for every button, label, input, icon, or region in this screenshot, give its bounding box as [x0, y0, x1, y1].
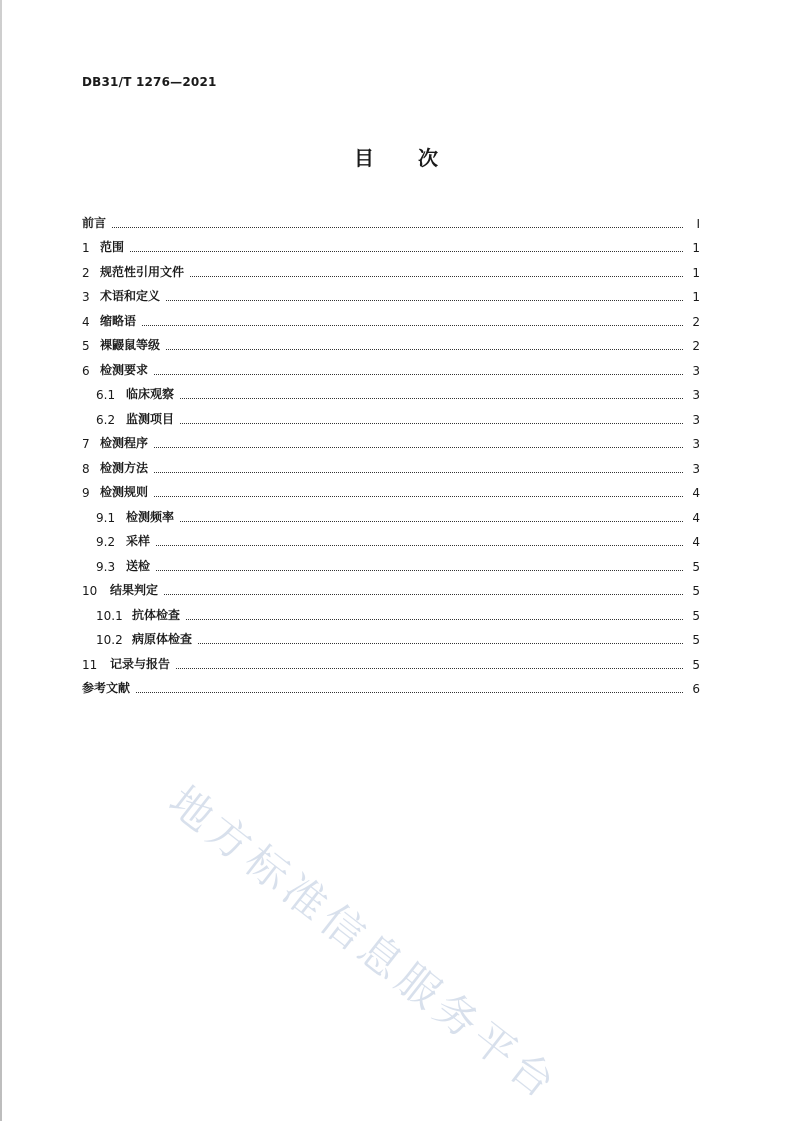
toc-entry-page: 6: [692, 682, 700, 696]
toc-entry-page: 4: [692, 510, 700, 525]
toc-entry-label: 检测程序: [100, 436, 149, 450]
toc-entry-page: I: [696, 216, 700, 231]
toc-entry-4[interactable]: [82, 304, 700, 329]
toc-entry-foreword[interactable]: [82, 206, 700, 231]
toc-leader-dots: [112, 226, 683, 228]
toc-leader-dots: [154, 446, 683, 448]
toc-leader-dots: [180, 397, 683, 399]
toc-leader-dots: [176, 667, 683, 669]
toc-entry-label: 结果判定: [110, 583, 159, 597]
toc-leader-dots: [136, 691, 683, 693]
toc-entry-label: 病原体检查: [132, 632, 193, 646]
toc-entry-page: 1: [692, 265, 700, 280]
toc-entry-10-2[interactable]: [82, 623, 700, 648]
toc-entry-label: 采样: [126, 534, 151, 548]
toc-entry-number: 6: [82, 363, 90, 378]
toc-leader-dots: [164, 593, 683, 595]
toc-leader-dots: [186, 618, 683, 620]
toc-entry-page: 5: [692, 657, 700, 672]
document-code: DB31/T 1276—2021: [82, 75, 217, 89]
toc-entry-9-1[interactable]: [82, 500, 700, 525]
toc-leader-dots: [180, 520, 683, 522]
toc-entry-9-2[interactable]: [82, 525, 700, 550]
toc-entry-page: 3: [692, 437, 700, 451]
toc-leader-dots: [156, 544, 683, 546]
toc-entry-number: 8: [82, 461, 90, 476]
toc-entry-5[interactable]: [82, 329, 700, 354]
toc-entry-page: 5: [692, 633, 700, 647]
toc-title-char-2: 次: [418, 146, 438, 170]
toc-entry-number: 6.1: [96, 388, 116, 402]
toc-leader-dots: [142, 324, 683, 326]
toc-entry-number: 9.3: [96, 559, 116, 574]
toc-entry-label: 参考文献: [82, 681, 131, 695]
toc-entry-number: 10.2: [96, 633, 123, 647]
toc-entry-3[interactable]: [82, 280, 700, 305]
toc-entry-number: 1: [82, 241, 90, 255]
toc-entry-page: 5: [692, 608, 700, 623]
toc-entry-number: 3: [82, 290, 90, 304]
toc-entry-page: 5: [692, 559, 700, 574]
toc-entry-references[interactable]: [82, 672, 700, 697]
watermark: 地方标准信息服务平台: [159, 776, 569, 1111]
toc-entry-7[interactable]: [82, 427, 700, 452]
toc-entry-8[interactable]: [82, 451, 700, 476]
toc-entry-label: 检测方法: [100, 460, 149, 475]
toc-entry-label: 抗体检查: [132, 607, 181, 622]
toc-entry-11[interactable]: [82, 647, 700, 672]
toc-entry-number: 11: [82, 657, 98, 672]
toc-entry-number: 9: [82, 486, 90, 500]
toc-leader-dots: [154, 373, 683, 375]
toc-entry-label: 检测要求: [100, 362, 149, 377]
toc-entry-number: 7: [82, 437, 90, 451]
toc-leader-dots: [130, 250, 683, 252]
toc-entry-label: 记录与报告: [110, 656, 171, 671]
toc-entry-page: 4: [692, 535, 700, 549]
toc-leader-dots: [154, 495, 683, 497]
toc-entry-number: 9.1: [96, 510, 116, 525]
toc-entry-6-1[interactable]: [82, 378, 700, 403]
toc-leader-dots: [156, 569, 683, 571]
toc-entry-page: 1: [692, 241, 700, 255]
toc-entry-2[interactable]: [82, 255, 700, 280]
toc-entry-9-3[interactable]: [82, 549, 700, 574]
toc-entry-number: 4: [82, 314, 90, 329]
toc-entry-label: 送检: [126, 558, 151, 573]
toc-title: [0, 142, 792, 171]
toc-entry-number: 5: [82, 339, 90, 353]
toc-entry-page: 3: [692, 363, 700, 378]
toc-entry-9[interactable]: [82, 476, 700, 501]
toc-entry-page: 2: [692, 339, 700, 353]
toc-entry-label: 术语和定义: [100, 289, 161, 303]
toc-entry-label: 检测频率: [126, 509, 175, 524]
toc-entry-number: 10.1: [96, 608, 123, 623]
toc-entry-number: 9.2: [96, 535, 116, 549]
toc-leader-dots: [154, 471, 683, 473]
toc-entry-page: 1: [692, 290, 700, 304]
toc-entry-label: 临床观察: [126, 387, 175, 401]
toc-entry-label: 检测规则: [100, 485, 149, 499]
toc-entry-6-2[interactable]: [82, 402, 700, 427]
toc-title-char-1: 目: [354, 146, 374, 170]
toc-entry-1[interactable]: [82, 231, 700, 256]
toc-entry-6[interactable]: [82, 353, 700, 378]
toc-leader-dots: [166, 299, 683, 301]
toc-entry-page: 3: [692, 388, 700, 402]
toc-leader-dots: [166, 348, 683, 350]
toc-entry-number: 2: [82, 265, 90, 280]
toc-entry-10-1[interactable]: [82, 598, 700, 623]
toc-entry-10[interactable]: [82, 574, 700, 599]
toc-entry-label: 缩略语: [100, 313, 137, 328]
toc-entry-page: 4: [692, 486, 700, 500]
table-of-contents: [82, 206, 700, 696]
toc-entry-page: 3: [692, 461, 700, 476]
toc-entry-label: 监测项目: [126, 411, 175, 426]
toc-entry-page: 3: [692, 412, 700, 427]
toc-entry-label: 裸鼹鼠等级: [100, 338, 161, 352]
toc-leader-dots: [180, 422, 683, 424]
toc-entry-number: 6.2: [96, 412, 116, 427]
toc-leader-dots: [198, 642, 683, 644]
toc-entry-number: 10: [82, 584, 98, 598]
toc-entry-label: 规范性引用文件: [100, 264, 185, 279]
toc-leader-dots: [190, 275, 683, 277]
toc-entry-page: 5: [692, 584, 700, 598]
toc-entry-label: 前言: [82, 215, 107, 230]
toc-entry-page: 2: [692, 314, 700, 329]
toc-entry-label: 范围: [100, 240, 125, 254]
